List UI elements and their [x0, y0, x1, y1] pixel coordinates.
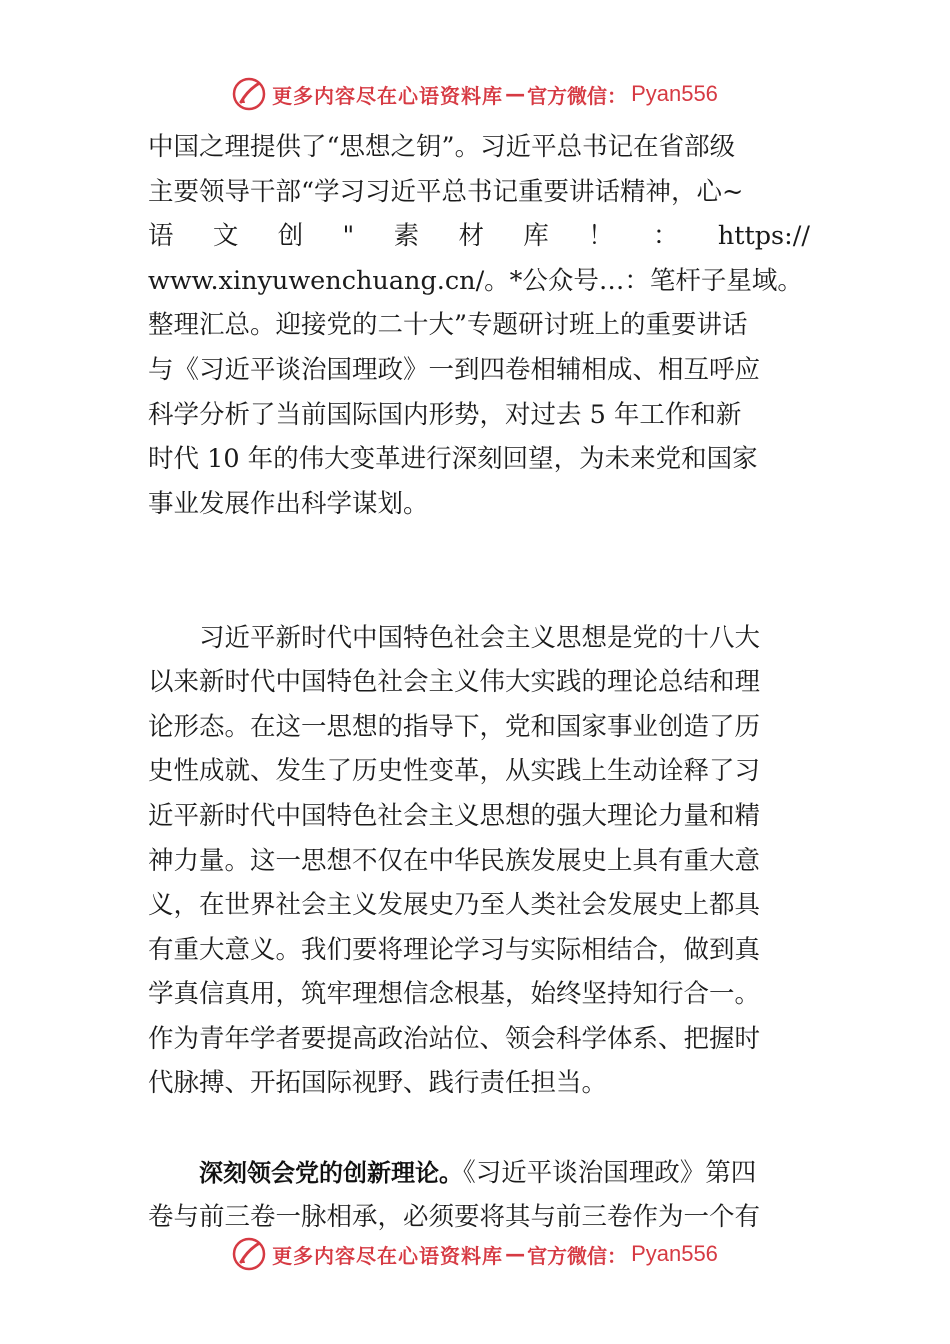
justified-token: 材 — [458, 221, 484, 252]
banner-title: 更多内容尽在心语资料库 — [272, 1243, 504, 1268]
justified-token: 素 — [393, 221, 420, 252]
paragraph-gap — [148, 571, 810, 616]
text-line: 有重大意义。我们要将理论学习与实际相结合，做到真 — [148, 934, 761, 965]
text-line: 习近平新时代中国特色社会主义思想是党的十八大 — [199, 622, 761, 653]
text-line: 代脉搏、开拓国际视野、践行责任担当。 — [148, 1068, 608, 1099]
justified-token: ： — [652, 221, 679, 252]
justified-token: 库 — [523, 221, 549, 252]
banner-separator: — — [505, 82, 526, 106]
banner-wechat-id: Pyan556 — [631, 1241, 718, 1266]
text-line: www.xinyuwenchuang.cn/。*公众号…：笔杆子星域。 — [148, 265, 803, 296]
text-line: 整理汇总。迎接党的二十大”专题研讨班上的重要讲话 — [148, 310, 748, 341]
banner-wechat-label: 官方微信： — [527, 1243, 628, 1268]
banner-wechat-label: 官方微信： — [527, 83, 628, 108]
justified-token: https:// — [717, 221, 810, 252]
text-line: 主要领导干部“学习习近平总书记重要讲话精神，心~ — [148, 176, 744, 207]
section-heading: 深刻领会党的创新理论。 — [199, 1158, 463, 1187]
banner-title: 更多内容尽在心语资料库 — [272, 83, 504, 108]
text-line: 义，在世界社会主义发展史乃至人类社会发展史上都具 — [148, 890, 761, 921]
justified-token: " — [342, 221, 355, 252]
brush-logo-icon — [232, 77, 266, 111]
footer-banner — [0, 1232, 950, 1276]
text-line: 神力量。这一思想不仅在中华民族发展史上具有重大意 — [148, 845, 761, 876]
text-line: 中国之理提供了“思想之钥”。习近平总书记在省部级 — [148, 132, 736, 162]
paragraph-gap — [148, 1106, 810, 1151]
banner-wechat-id: Pyan556 — [631, 81, 718, 106]
text-line: 近平新时代中国特色社会主义思想的强大理论力量和精 — [148, 800, 761, 831]
text-line: 论形态。在这一思想的指导下，党和国家事业创造了历 — [148, 711, 761, 742]
text-line: 卷与前三卷一脉相承，必须要将其与前三卷作为一个有 — [148, 1202, 761, 1233]
text-line: 作为青年学者要提高政治站位、领会科学体系、把握时 — [148, 1023, 761, 1054]
text-line: 与《习近平谈治国理政》一到四卷相辅相成、相互呼应 — [148, 354, 761, 385]
text-line — [148, 1151, 810, 1196]
header-banner — [0, 72, 950, 116]
justified-token: ！ — [588, 221, 614, 252]
text-line: 学真信真用，筑牢理想信念根基，始终坚持知行合一。 — [148, 979, 761, 1010]
text-line: 科学分析了当前国际国内形势，对过去 5 年工作和新 — [148, 399, 742, 430]
justified-token: 语 — [148, 221, 174, 252]
text-run: 《习近平谈治国理政》第四 — [463, 1157, 757, 1188]
text-line: 时代 10 年的伟大变革进行深刻回望，为未来党和国家 — [148, 444, 758, 475]
justified-line — [148, 214, 810, 259]
justified-token: 创 — [277, 221, 304, 252]
document-body — [148, 125, 810, 1240]
text-line: 事业发展作出科学谋划。 — [148, 488, 429, 519]
brush-logo-icon — [232, 1237, 266, 1271]
paragraph-gap — [148, 526, 810, 571]
banner-separator: — — [505, 1242, 526, 1266]
justified-token: 文 — [212, 221, 239, 252]
text-line: 史性成就、发生了历史性变革，从实践上生动诠释了习 — [148, 756, 761, 787]
text-line: 以来新时代中国特色社会主义伟大实践的理论总结和理 — [148, 667, 761, 698]
